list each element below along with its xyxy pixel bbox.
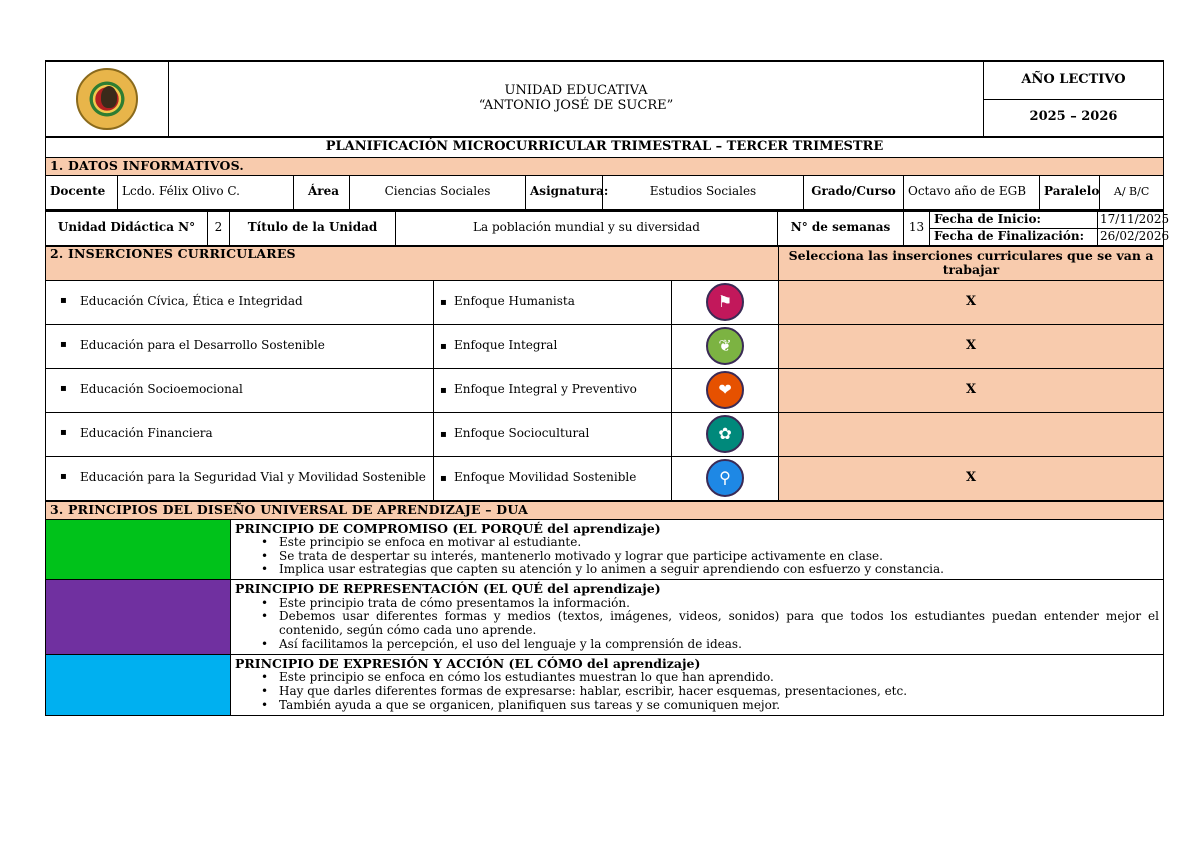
- bullet-icon: ▪: [60, 471, 67, 483]
- insercion-mark: X: [779, 280, 1164, 324]
- asignatura-value: Estudios Sociales: [603, 176, 804, 210]
- dua-principle-row: [46, 654, 1164, 715]
- principle-list: [235, 597, 1159, 652]
- enfoque-label: Enfoque Integral y Preventivo: [454, 382, 637, 397]
- inicio-label: Fecha de Inicio:: [930, 211, 1098, 228]
- enfoque-cell: [434, 368, 672, 412]
- asignatura-label: Asignatura:: [526, 176, 603, 210]
- unidad-table: [45, 211, 1170, 246]
- badge-cell: [672, 280, 779, 324]
- unidad-value: 2: [208, 211, 230, 245]
- badge-cell: [672, 324, 779, 368]
- insercion-label: Educación para la Seguridad Vial y Movilidad Sostenible: [80, 470, 426, 485]
- year-value: 2025 – 2026: [984, 99, 1164, 137]
- insercion-mark: [779, 412, 1164, 456]
- bullet-icon: ▪: [60, 295, 67, 307]
- enfoque-label: Enfoque Movilidad Sostenible: [454, 470, 637, 485]
- inicio-value: 17/11/2025: [1098, 211, 1164, 228]
- principle-item: • Se trata de despertar su interés, mantenerlo motivado y lograr que participe activamente en clase.: [261, 550, 1159, 564]
- principle-item: • Este principio se enfoca en motivar al estudiante.: [261, 536, 1159, 550]
- semanas-value: 13: [904, 211, 930, 245]
- insercion-cell: [46, 280, 434, 324]
- insercion-cell: [46, 456, 434, 500]
- section2-title: 2. INSERCIONES CURRICULARES: [46, 246, 779, 280]
- docente-value: Lcdo. Félix Olivo C.: [118, 176, 294, 210]
- paralelo-value: A/ B/C: [1100, 176, 1164, 210]
- badge-cell: [672, 412, 779, 456]
- semanas-label: N° de semanas: [778, 211, 904, 245]
- bullet-icon: ▪: [440, 297, 447, 309]
- select-label: Selecciona las inserciones curriculares que se van a trabajar: [779, 246, 1164, 280]
- section1-title: 1. DATOS INFORMATIVOS.: [46, 158, 1164, 176]
- principle-title: PRINCIPIO DE EXPRESIÓN Y ACCIÓN (EL CÓMO del aprendizaje): [235, 655, 701, 671]
- planning-document: [45, 60, 1170, 716]
- bullet-icon: ▪: [440, 473, 447, 485]
- insercion-label: Educación Socioemocional: [80, 382, 243, 397]
- principle-title: PRINCIPIO DE REPRESENTACIÓN (EL QUÉ del aprendizaje): [235, 581, 661, 597]
- enfoque-cell: [434, 324, 672, 368]
- principle-list: [235, 536, 1159, 577]
- bullet-icon: ▪: [60, 383, 67, 395]
- fin-value: 26/02/2026: [1098, 228, 1164, 245]
- insercion-cell: [46, 368, 434, 412]
- principle-color-swatch: [46, 519, 231, 580]
- insercion-row: [46, 280, 1164, 324]
- inserciones-table: [45, 246, 1164, 501]
- principle-item: • Debemos usar diferentes formas y medios (textos, imágenes, videos, sonidos) para que todos los estudiantes puedan entender mejor el contenido, según cómo cada uno aprende.: [261, 610, 1159, 638]
- enfoque-badge-icon: ⚲: [706, 459, 744, 497]
- principle-item: • Así facilitamos la percepción, el uso del lenguaje y la comprensión de ideas.: [261, 638, 1159, 652]
- enfoque-cell: [434, 456, 672, 500]
- principle-text-cell: [231, 580, 1164, 655]
- titulo-label: Título de la Unidad: [230, 211, 396, 245]
- unidad-label: Unidad Didáctica N°: [46, 211, 208, 245]
- grado-label: Grado/Curso: [804, 176, 904, 210]
- header-table: [45, 60, 1164, 157]
- dua-principle-row: [46, 519, 1164, 580]
- area-label: Área: [294, 176, 350, 210]
- school-line1: UNIDAD EDUCATIVA: [504, 83, 648, 99]
- bullet-icon: ▪: [60, 427, 67, 439]
- principle-title: PRINCIPIO DE COMPROMISO (EL PORQUÉ del aprendizaje): [235, 520, 661, 536]
- area-value: Ciencias Sociales: [350, 176, 526, 210]
- bullet-icon: ▪: [60, 339, 67, 351]
- enfoque-cell: [434, 280, 672, 324]
- enfoque-badge-icon: ❤: [706, 371, 744, 409]
- insercion-cell: [46, 412, 434, 456]
- school-logo: [76, 68, 138, 130]
- principle-item: • También ayuda a que se organicen, planifiquen sus tareas y se comuniquen mejor.: [261, 699, 1159, 713]
- principle-text-cell: [231, 654, 1164, 715]
- school-name-cell: [169, 61, 984, 137]
- enfoque-label: Enfoque Integral: [454, 338, 558, 353]
- bullet-icon: ▪: [440, 429, 447, 441]
- insercion-mark: X: [779, 456, 1164, 500]
- enfoque-badge-icon: ❦: [706, 327, 744, 365]
- datos-table: [45, 157, 1164, 211]
- dua-principle-row: [46, 580, 1164, 655]
- insercion-cell: [46, 324, 434, 368]
- school-line2: “ANTONIO JOSÉ DE SUCRE”: [478, 98, 674, 113]
- insercion-row: [46, 324, 1164, 368]
- dua-table: [45, 501, 1164, 716]
- badge-cell: [672, 456, 779, 500]
- logo-cell: [46, 61, 169, 137]
- principle-item: • Este principio se enfoca en cómo los estudiantes muestran lo que han aprendido.: [261, 671, 1159, 685]
- titulo-value: La población mundial y su diversidad: [396, 211, 778, 245]
- principle-color-swatch: [46, 654, 231, 715]
- principle-list: [235, 671, 1159, 712]
- insercion-mark: X: [779, 324, 1164, 368]
- bullet-icon: ▪: [440, 341, 447, 353]
- insercion-row: [46, 368, 1164, 412]
- principle-item: • Hay que darles diferentes formas de expresarse: hablar, escribir, hacer esquemas, presentaciones, etc.: [261, 685, 1159, 699]
- bullet-icon: ▪: [440, 385, 447, 397]
- badge-cell: [672, 368, 779, 412]
- insercion-row: [46, 412, 1164, 456]
- fin-label: Fecha de Finalización:: [930, 228, 1098, 245]
- grado-value: Octavo año de EGB: [904, 176, 1040, 210]
- enfoque-label: Enfoque Humanista: [454, 294, 575, 309]
- principle-item: • Este principio trata de cómo presentamos la información.: [261, 597, 1159, 611]
- insercion-label: Educación Cívica, Ética e Integridad: [80, 294, 303, 309]
- year-label: AÑO LECTIVO: [984, 61, 1164, 99]
- section3-title: 3. PRINCIPIOS DEL DISEÑO UNIVERSAL DE APRENDIZAJE – DUA: [46, 501, 1164, 519]
- paralelo-label: Paralelo: [1040, 176, 1100, 210]
- docente-label: Docente: [46, 176, 118, 210]
- insercion-label: Educación Financiera: [80, 426, 213, 441]
- insercion-row: [46, 456, 1164, 500]
- plan-title: PLANIFICACIÓN MICROCURRICULAR TRIMESTRAL – TERCER TRIMESTRE: [46, 137, 1164, 157]
- principle-color-swatch: [46, 580, 231, 655]
- insercion-label: Educación para el Desarrollo Sostenible: [80, 338, 325, 353]
- enfoque-badge-icon: ✿: [706, 415, 744, 453]
- enfoque-badge-icon: ⚑: [706, 283, 744, 321]
- principle-item: • Implica usar estrategias que capten su atención y lo animen a seguir aprendiendo con esfuerzo y constancia.: [261, 563, 1159, 577]
- insercion-mark: X: [779, 368, 1164, 412]
- enfoque-cell: [434, 412, 672, 456]
- principle-text-cell: [231, 519, 1164, 580]
- enfoque-label: Enfoque Sociocultural: [454, 426, 590, 441]
